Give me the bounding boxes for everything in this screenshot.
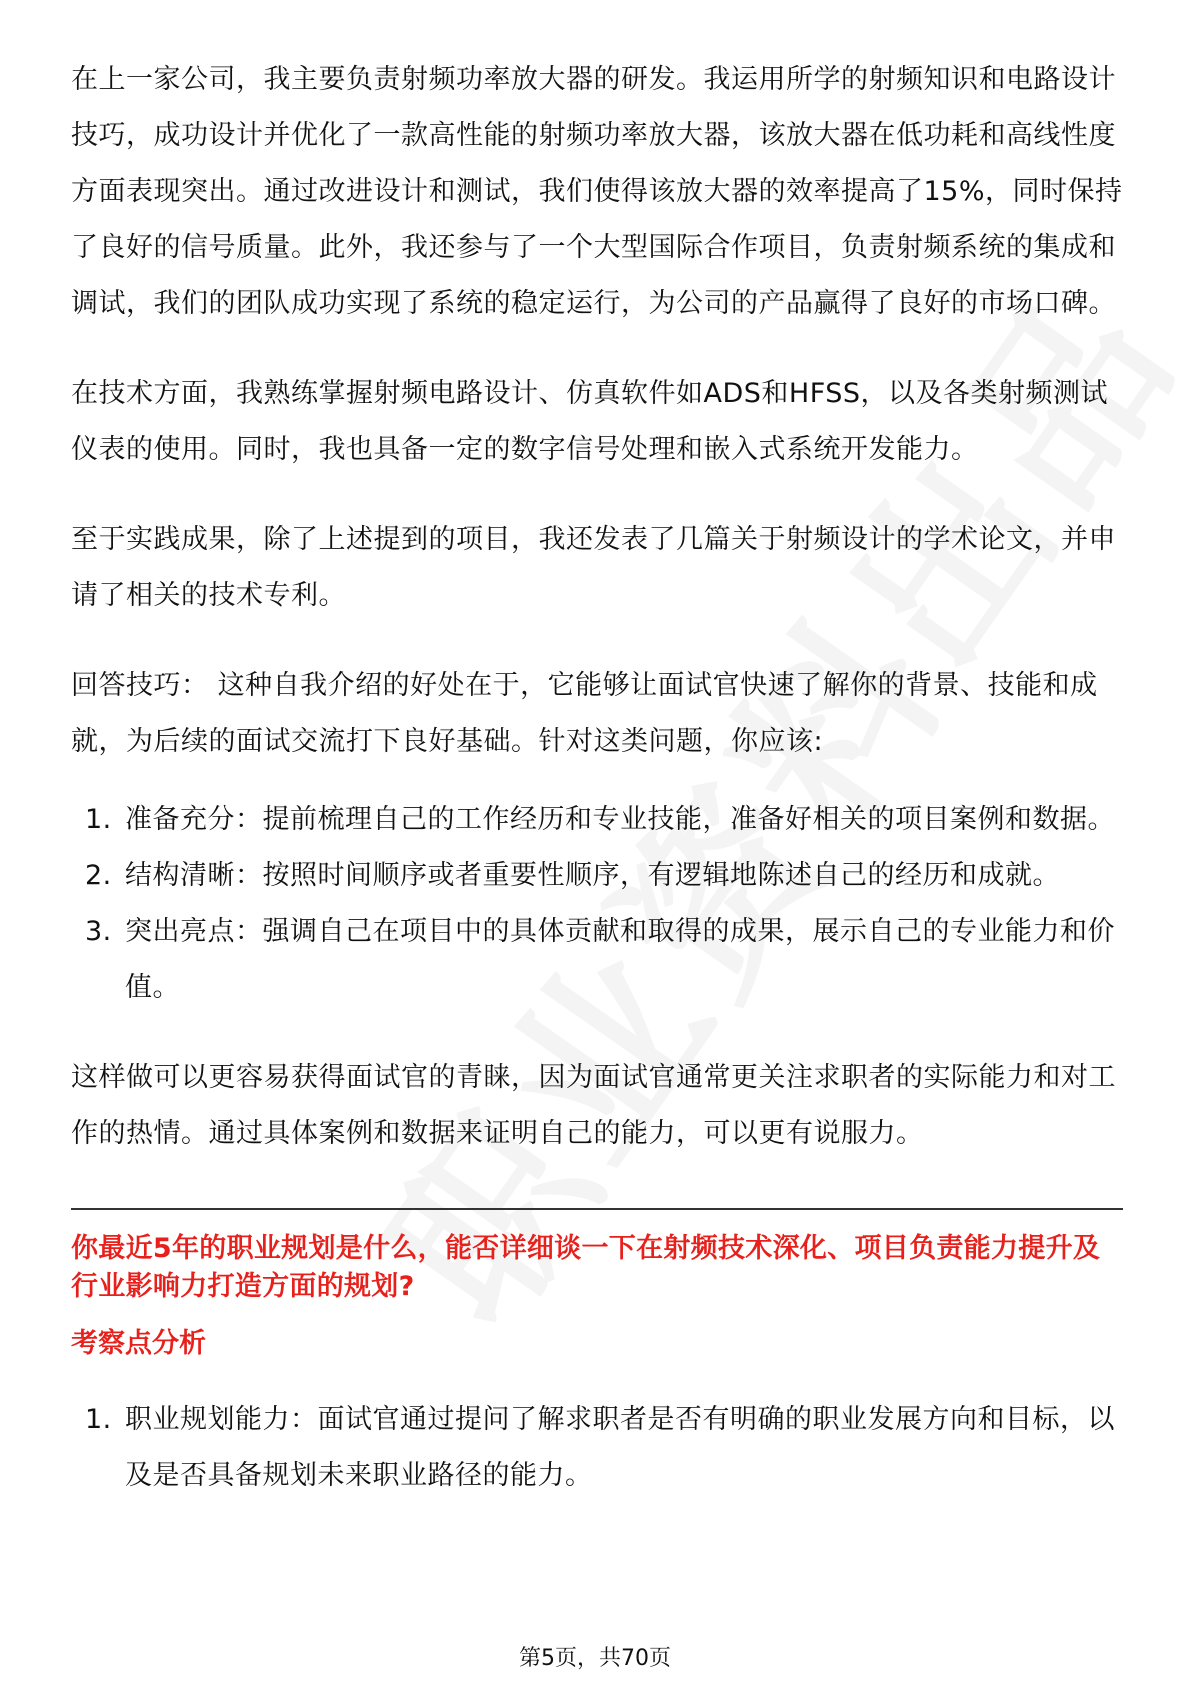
list-item-text: 结构清晰：按照时间顺序或者重要性顺序，有逻辑地陈述自己的经历和成就。 xyxy=(125,860,1060,891)
analysis-list xyxy=(71,1392,1123,1504)
paragraph-achievements: 至于实践成果，除了上述提到的项目，我还发表了几篇关于射频设计的学术论文，并申请了相关的技术专利。 xyxy=(71,524,1116,611)
list-item-text: 职业规划能力：面试官通过提问了解求职者是否有明确的职业发展方向和目标，以及是否具备规划未来职业路径的能力。 xyxy=(125,1404,1115,1491)
list-item-number: 3. xyxy=(85,916,112,947)
paragraph-answer-tips: 回答技巧： 这种自我介绍的好处在于，它能够让面试官快速了解你的背景、技能和成就，为后续的面试交流打下良好基础。针对这类问题，你应该: xyxy=(71,670,1098,757)
paragraph-skills: 在技术方面，我熟练掌握射频电路设计、仿真软件如ADS和HFSS，以及各类射频测试仪表的使用。同时，我也具备一定的数字信号处理和嵌入式系统开发能力。 xyxy=(71,378,1109,465)
list-item xyxy=(71,1392,1123,1504)
interview-question: 你最近5年的职业规划是什么，能否详细谈一下在射频技术深化、项目负责能力提升及行业影响力打造方面的规划? xyxy=(71,1233,1101,1302)
section-title: 考察点分析 xyxy=(71,1328,206,1359)
list-item-number: 1. xyxy=(85,804,112,835)
list-item-number: 1. xyxy=(85,1404,112,1435)
paragraph-experience: 在上一家公司，我主要负责射频功率放大器的研发。我运用所学的射频知识和电路设计技巧，成功设计并优化了一款高性能的射频功率放大器，该放大器在低功耗和高线性度方面表现突出。通过改进设计和测试，我们使得该放大器的效率提高了15%，同时保持了良好的信号质量。此外，我还参与了一个大型国际合作项目，负责射频系统的集成和调试，我们的团队成功实现了系统的稳定运行，为公司的产品赢得了良好的市场口碑。 xyxy=(71,64,1123,319)
list-item xyxy=(71,904,1123,1016)
page-content xyxy=(71,52,1123,1504)
list-item-number: 2. xyxy=(85,860,112,891)
tips-list xyxy=(71,792,1123,1016)
page-footer: 第5页，共70页 xyxy=(519,1646,671,1671)
paragraph-conclusion: 这样做可以更容易获得面试官的青睐，因为面试官通常更关注求职者的实际能力和对工作的热情。通过具体案例和数据来证明自己的能力，可以更有说服力。 xyxy=(71,1062,1116,1149)
list-item-text: 突出亮点：强调自己在项目中的具体贡献和取得的成果，展示自己的专业能力和价值。 xyxy=(125,916,1115,1003)
list-item xyxy=(71,792,1123,848)
list-item xyxy=(71,848,1123,904)
list-item-text: 准备充分：提前梳理自己的工作经历和专业技能，准备好相关的项目案例和数据。 xyxy=(125,804,1115,835)
